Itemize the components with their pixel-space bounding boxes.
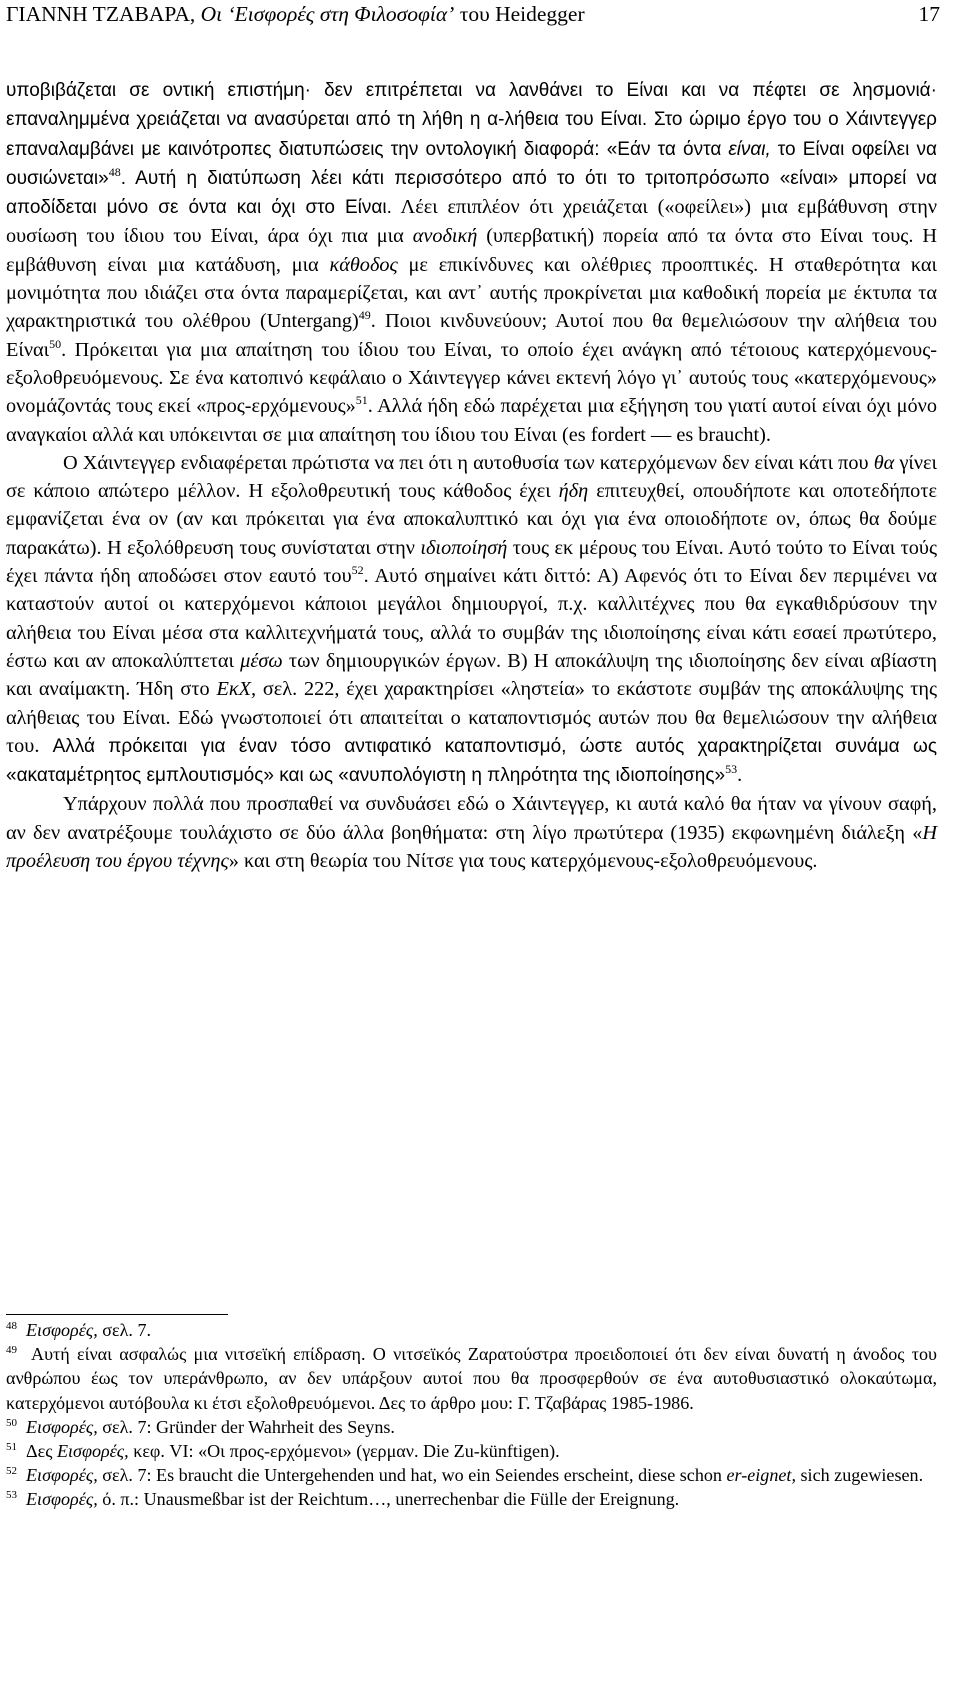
p2-text-5: . Αυτό σημαίνει κάτι διττό: Α) Αφενός ότι το Είναι δεν περιμένει να καταστούν αυτοί οι κατερχόμενοι κάποιοι μεγάλοι δημιουργοί, π.χ. καλλιτέχνες που θα εγκαθιδρύσουν την αλήθεια του Είναι μέσα στα καλλιτεχνήματά τους, αλλά το συμβάν της ιδιοποίησης είναι κάτι εσαεί πρωτύτερο, έστω και αν αποκαλύπτεται [6,565,938,672]
main-text [6,76,937,875]
footnote-ref-52[interactable]: 52 [351,563,364,578]
header-title-rest: του Heidegger [459,2,585,26]
footnote-48 [6,1318,937,1342]
footnote-53-text: ό. π.: Unausmeßbar ist der Reichtum…, unerrechenbar die Fülle der Ereignung. [102,1489,680,1510]
header-author: ΓΙΑΝΝΗ ΤΖΑΒΑΡΑ, [6,2,196,26]
p1-sentence-8: . Πρόκειται για μια απαίτηση του ίδιου του Είναι, το οποίο έχει ανάγκη από τέτοιους κατερχόμενους-εξολοθρευόμενους. Σε ένα κατοπινό κεφάλαιο ο Χάιντεγγερ κάνει εκτενή λόγο γι᾽ αυτούς τους «κατερχόμενους» ονομάζοντάς τους εκεί «προς-ερχόμενους» [6,338,937,418]
footnote-48-italic: Εισφορές, [26,1320,98,1340]
p2-italic-meso: μέσω [240,649,283,672]
footnote-50-italic: Εισφορές, [26,1416,98,1437]
p1-sentence-3: . Αυτή η διατύπωση λέει κάτι περισσότερο από το ότι το τριτοπρόσωπο «είναι» μπορεί να αποδίδεται μόνο σε όντα και όχι στο Είναι. [6,167,937,219]
p1-sentence-9: . Αλλά ήδη εδώ παρέχεται μια εξήγηση του γιατί αυτοί είναι όχι μόνο αναγκαίοι αλλά και υπόκεινται σε μια απαίτηση του ίδιου του Είναι (es fordert — es braucht). [6,395,937,446]
p1-quote-end: το Είναι οφείλει να ουσιώνεται» [6,138,937,189]
p2-text-2: γίνει σε κάποιο απώτερο μέλλον. Η εξολοθρευτική τους κάθοδος έχει [6,451,938,503]
footnote-separator [6,1314,228,1315]
paragraph-1 [6,76,937,449]
p2-text-6: των δημιουργικών έργων. Β) Η αποκάλυψη της ιδιοποίησης δεν είναι αβίαστη και αναίμακτη. Ήδη στο [6,649,937,701]
p1-sentence-5: (υπερβατική) πορεία από τα όντα στο Είναι τους. Η εμβάθυνση είναι μια κατάδυση, μια [6,225,937,276]
footnote-51 [6,1439,937,1463]
paragraph-2 [6,449,937,791]
footnote-49 [6,1342,937,1415]
footnote-52 [6,1463,937,1487]
footnote-ref-48[interactable]: 48 [108,164,121,179]
p1-italic-anodiki: ανοδική [412,225,478,248]
footnote-52-italic: Εισφορές, [26,1465,98,1486]
p2-text-1: Ο Χάιντεγγερ ενδιαφέρεται πρώτιστα να πει ότι η αυτοθυσία των κατερχόμενων δεν είναι κάτι που [63,451,869,474]
p1-italic-kathodos: κάθοδος [329,253,398,276]
footnote-number-52: 52 [6,1465,17,1478]
footnote-51-text: κεφ. VI: «Οι προς-ερχόμενοι» (γερμαν. Die Zu-künftigen). [133,1441,560,1462]
footnote-52-italic-2: er-eignet, [726,1465,796,1486]
footnote-51-italic: Εισφορές, [56,1441,129,1462]
footnote-53-italic: Εισφορές, [26,1489,98,1510]
p2-text-4: τους εκ μέρους του Είναι. Αυτό τούτο το Είναι τούς έχει πάντα ήδη αποδώσει στον εαυτό του [6,536,937,588]
footnotes [6,1318,937,1512]
footnote-52-text-2: sich zugewiesen. [800,1465,924,1486]
footnote-ref-49[interactable]: 49 [358,308,371,323]
p2-italic-tha: θα [873,451,895,474]
p1-opening-text: υποβιβάζεται σε οντική επιστήμη· δεν επιτρέπεται να λανθάνει το Είναι και να πέφτει σε λησμονιά· επαναλημμένα χρειάζεται να ανασύρεται από τη λήθη η α-λήθεια του Είναι. Στο ώριμο έργο του ο Χάιντεγγερ επαναλαμβάνει με καινότροπες διατυπώσεις την οντολογική διαφορά: «Εάν τα όντα [6,80,937,160]
p1-italic-einai: είναι, [728,138,771,160]
footnote-number-49: 49 [6,1344,17,1357]
footnote-53 [6,1487,937,1511]
p2-text-9: . [737,764,743,787]
paragraph-3 [6,790,937,875]
footnote-49-text: Αυτή είναι ασφαλώς μια νιτσεϊκή επίδραση. Ο νιτσεϊκός Ζαρατούστρα προειδοποιεί ότι δεν είναι δυνατή η άνοδος του ανθρώπου έως τον υπεράνθρωπο, αν δεν υπάρξουν αυτοί που θα προσφερθούν σε ένα αυτοθυσιαστικό ολοκαύτωμα, κατερχόμενοι αυτόβουλα κι έτσι εξολοθρευόμενοι. Δες το άρθρο μου: Γ. Τζαβάρας 1985-1986. [6,1344,937,1413]
p1-sentence-7: . Ποιοι κινδυνεύουν; Αυτοί που θα θεμελιώσουν την αλήθεια του Είναι [6,310,938,361]
p2-text-8: Αλλά πρόκειται για έναν τόσο αντιφατικό καταποντισμό, ώστε αυτός χαρακτηρίζεται συνάμα ως «ακαταμέτρητος εμπλουτισμός» και ως «ανυπολόγιστη η πληρότητα της ιδιοποίησης» [6,735,937,787]
footnote-ref-51[interactable]: 51 [355,393,368,408]
footnote-number-48: 48 [6,1320,17,1332]
footnote-50 [6,1415,937,1439]
p1-sentence-6: με επικίνδυνες και ολέθριες προοπτικές. Η σταθερότητα και μονιμότητα που ιδιάζει στα όντα παραμερίζεται, και αντ᾽ αυτής προκρίνεται μια καθοδική πορεία με έκτυπα τα χαρακτηριστικά του ολέθρου (Untergang) [6,253,937,333]
footnote-number-51: 51 [6,1441,17,1454]
footnote-number-53: 53 [6,1489,17,1502]
footnote-ref-50[interactable]: 50 [49,336,62,351]
footnote-52-text: σελ. 7: Es braucht die Untergehenden und hat, wo ein Seiendes erscheint, diese schon [102,1465,722,1486]
p2-italic-ekx: ΕκΧ, [216,678,257,701]
footnote-48-text: σελ. 7. [102,1320,152,1340]
header-title-italic: Οι ‘Εισφορές στη Φιλοσοφία’ [200,2,455,26]
p2-italic-idi: ήδη [558,480,589,503]
running-header [0,2,940,34]
p2-italic-idiopoiisi: ιδιοποίησή [420,536,508,559]
page-number: 17 [918,2,940,26]
footnote-51-pre: Δες [26,1441,53,1462]
p3-text-2: » και στη θεωρία του Νίτσε για τους κατερχόμενους-εξολοθρευόμενους. [228,850,818,873]
footnote-number-50: 50 [6,1416,17,1429]
p3-italic-work-title: Η προέλευση του έργου τέχνης [6,821,937,873]
footnote-50-text: σελ. 7: Gründer der Wahrheit des Seyns. [102,1416,395,1437]
footnote-ref-53[interactable]: 53 [725,762,738,777]
p2-text-7: σελ. 222, έχει χαρακτηρίσει «ληστεία» το εκάστοτε συμβάν της αποκάλυψης της αλήθειας του Είναι. Εδώ γνωστοποιεί ότι απαιτείται ο καταποντισμός αυτών που θα θεμελιώσουν την αλήθεια του. [6,678,937,757]
running-title [6,2,585,27]
p2-text-3: επιτευχθεί, οπουδήποτε και οποτεδήποτε εμφανίζεται ένα ον (αν και πρόκειται για ένα αποκαλυπτικό και όχι για ένα οποιοδήποτε ον, όπως θα δούμε παρακάτω). Η εξολόθρευση τους συνίσταται στην [6,480,937,559]
p3-text-1: Υπάρχουν πολλά που προσπαθεί να συνδυάσει εδώ ο Χάιντεγγερ, κι αυτά καλό θα ήταν να γίνουν σαφή, αν δεν ανατρέξουμε τουλάχιστο σε δύο άλλα βοηθήματα: στη λίγο πρωτύτερα (1935) εκφωνημένη διάλεξη « [6,793,937,844]
p1-sentence-4: Λέει επιπλέον ότι χρειάζεται («οφείλει») μια εμβάθυνση στην ουσίωση του ίδιου του Είναι, άρα όχι πια μια [6,196,938,248]
